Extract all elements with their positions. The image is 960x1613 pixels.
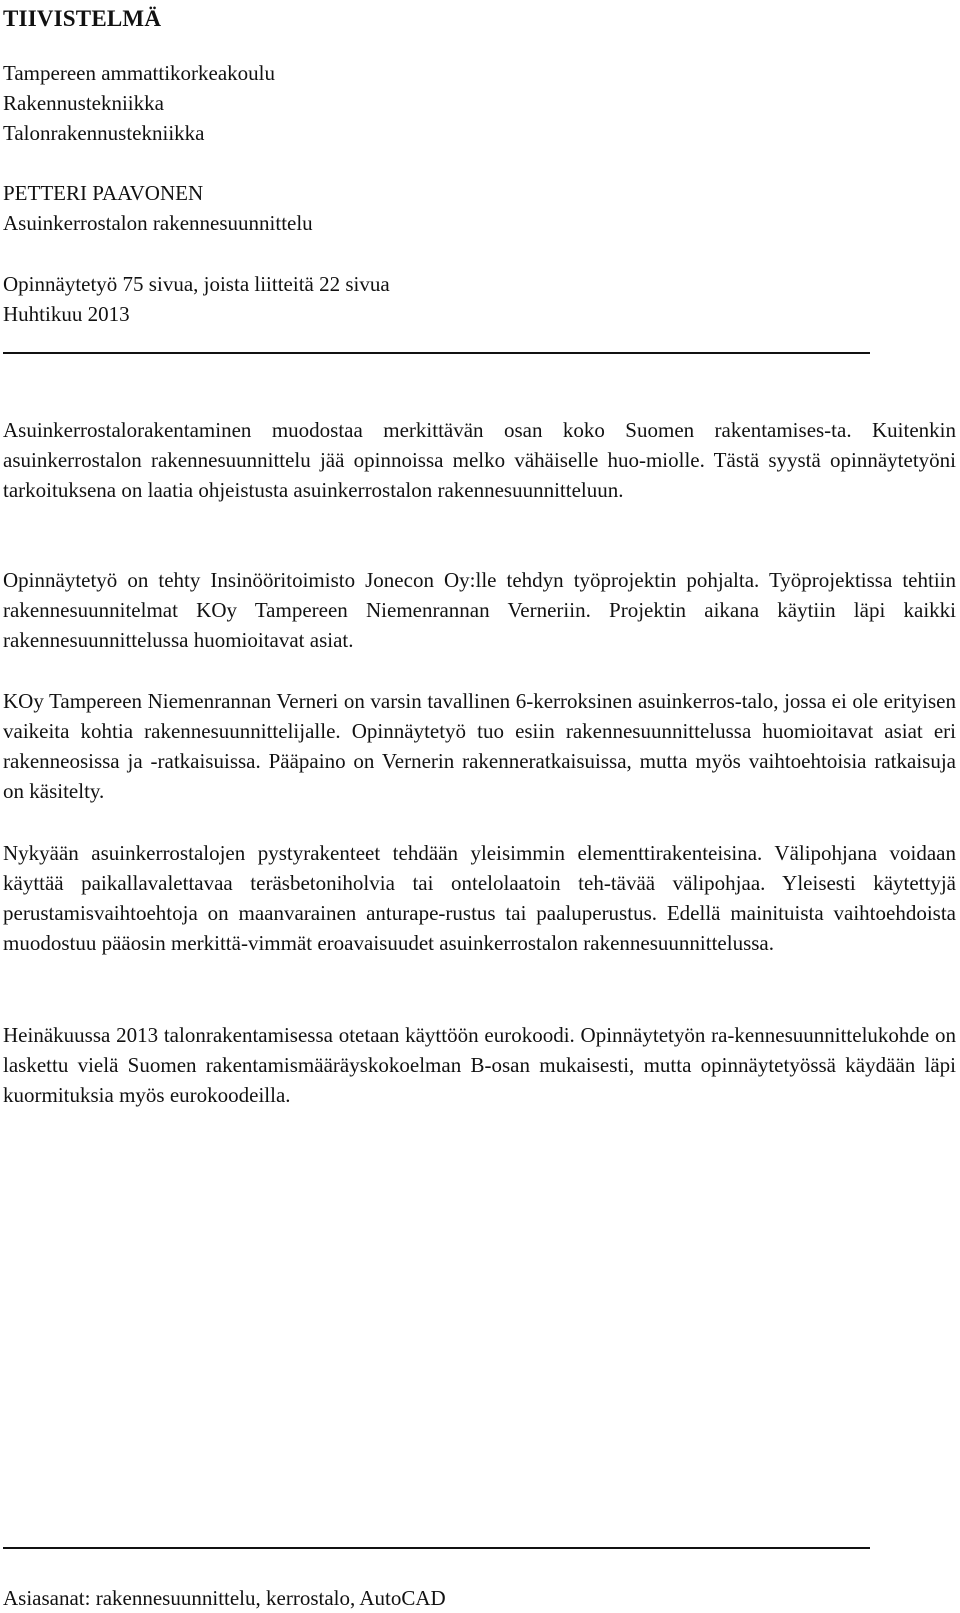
author-block (3, 178, 313, 238)
page-count: Opinnäytetyö 75 sivua, joista liitteitä 22 sivua (3, 272, 390, 296)
abstract-paragraph-3: KOy Tampereen Niemenrannan Verneri on varsin tavallinen 6-kerroksinen asuinkerros-talo, jossa ei ole erityisen vaikeita kohtia rakennesuunnittelijalle. Opinnäytetyö tuo esiin rakennesuunnittelussa huomioitavat asiat eri rakenneosissa ja -ratkaisuissa. Pääpaino on Vernerin rakenneratkaisuissa, mutta myös vaihtoehtoisia ratkaisuja on käsitelty. (3, 689, 956, 803)
abstract-paragraph-1: Asuinkerrostalorakentaminen muodostaa merkittävän osan koko Suomen rakentamises-ta. Kuitenkin asuinkerrostalon rakennesuunnittelu jää opinnoissa melko vähäiselle huo-miolle. Tästä syystä opinnäytetyöni tarkoituksena on laatia ohjeistusta asuinkerrostalon rakennesuunnitteluun. (3, 418, 956, 502)
major-subject: Talonrakennustekniikka (3, 121, 205, 145)
abstract-paragraph-5: Heinäkuussa 2013 talonrakentamisessa otetaan käyttöön eurokoodi. Opinnäytetyön ra-kennesuunnittelukohde on laskettu vielä Suomen rakentamismääräyskokoelman B-osan mukaisesti, mutta opinnäytetyössä käydään läpi kuormituksia myös eurokoodeilla. (3, 1023, 956, 1107)
abstract-paragraph-4: Nykyään asuinkerrostalojen pystyrakenteet tehdään yleisimmin elementtirakenteisina. Välipohjana voidaan käyttää paikallavalettavaa teräsbetoniholvia tai ontelolaatoin teh-tävää välipohjaa. Yleisesti käytettyjä perustamisvaihtoehtoja on maanvarainen anturape-rustus tai paaluperustus. Edellä mainituista vaihtoehdoista muodostuu pääosin merkittä-vimmät eroavaisuudet asuinkerrostalon rakennesuunnittelussa. (3, 841, 956, 955)
details-block (3, 269, 390, 329)
keywords: Asiasanat: rakennesuunnittelu, kerrostalo, AutoCAD (3, 1586, 446, 1610)
school-name: Tampereen ammattikorkeakoulu (3, 61, 276, 85)
author-name: PETTERI PAAVONEN (3, 181, 204, 205)
institution-block (3, 58, 275, 148)
bottom-divider (3, 1547, 870, 1549)
abstract-paragraph-2: Opinnäytetyö on tehty Insinööritoimisto Jonecon Oy:lle tehdyn työprojektin pohjalta. Työprojektissa tehtiin rakennesuunnitelmat KOy Tampereen Niemenrannan Verneriin. Projektin aikana käytiin läpi kaikki rakennesuunnittelussa huomioitavat asiat. (3, 568, 956, 652)
page-title: TIIVISTELMÄ (3, 6, 162, 31)
top-divider (3, 352, 870, 354)
thesis-title: Asuinkerrostalon rakennesuunnittelu (3, 211, 313, 235)
publication-date: Huhtikuu 2013 (3, 302, 130, 326)
degree-programme: Rakennustekniikka (3, 91, 164, 115)
